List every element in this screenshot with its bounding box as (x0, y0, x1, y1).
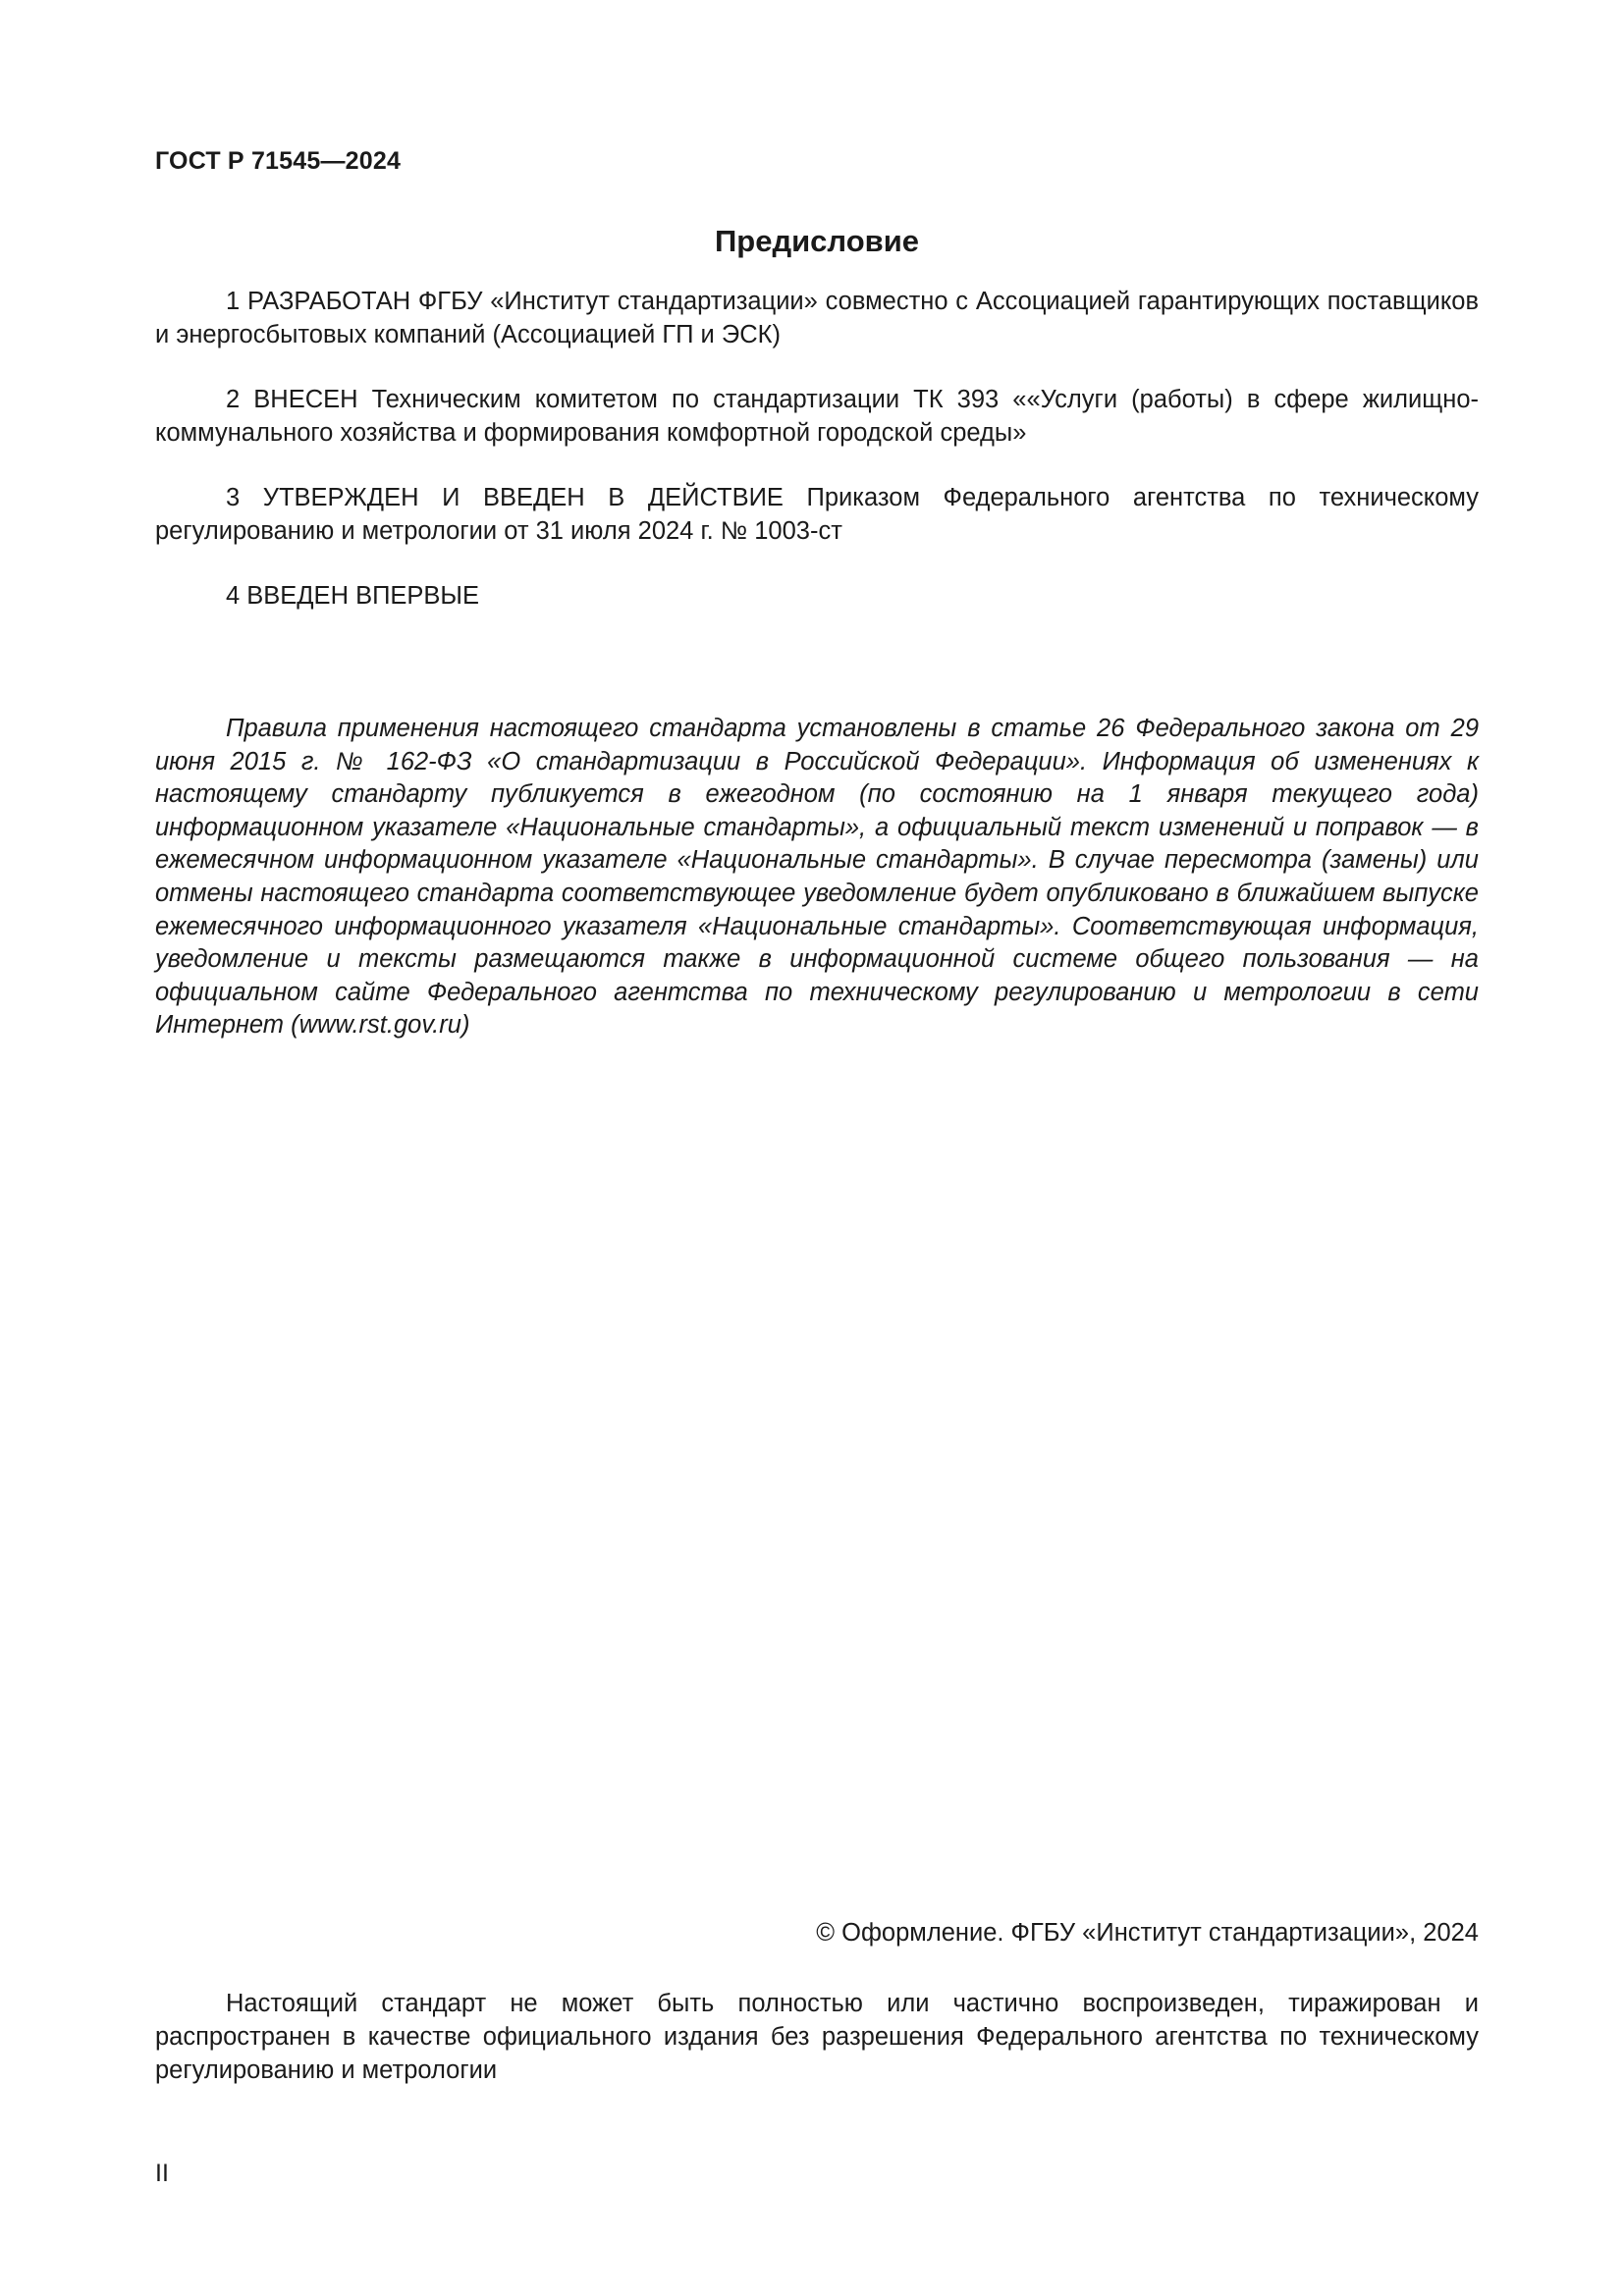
foreword-item-first-introduced: 4 ВВЕДЕН ВПЕРВЫЕ (226, 582, 480, 610)
document-code: ГОСТ Р 71545—2024 (155, 147, 402, 175)
foreword-item-approved: 3 УТВЕРЖДЕН И ВВЕДЕН В ДЕЙСТВИЕ Приказом Федерального агентства по техническому регулированию и метрологии от 31 июля 2024 г. № 1003-ст (155, 484, 1479, 545)
foreword-item-developed: 1 РАЗРАБОТАН ФГБУ «Институт стандартизации» совместно с Ассоциацией гарантирующих поставщиков и энергосбытовых компаний (Ассоциацией ГП и ЭСК) (155, 288, 1479, 348)
application-rules-notice: Правила применения настоящего стандарта установлены в статье 26 Федерального закона от 29 июня 2015 г. № 162-ФЗ «О стандартизации в Российской Федерации». Информация об изменениях к настоящему стандарту публикуется в ежегодном (по состоянию на 1 января текущего года) информационном указателе «Национальные стандарты», а официальный текст изменений и поправок — в ежемесячном информационном указателе «Национальные стандарты». В случае пересмотра (замены) или отмены настоящего стандарта соответствующее уведомление будет опубликовано в ближайшем выпуске ежемесячного информационного указателя «Национальные стандарты». Соответствующая информация, уведомление и тексты размещаются также в информационной системе общего пользования — на официальном сайте Федерального агентства по техническому регулированию и метрологии в сети Интернет (www.rst.gov.ru) (155, 715, 1479, 1040)
copyright-line: © Оформление. ФГБУ «Институт стандартизации», 2024 (816, 1919, 1479, 1947)
foreword-title: Предисловие (714, 224, 919, 258)
reproduction-restriction: Настоящий стандарт не может быть полностью или частично воспроизведен, тиражирован и распространен в качестве официального издания без разрешения Федерального агентства по техническому регулированию и метрологии (155, 1990, 1479, 2084)
foreword-item-introduced: 2 ВНЕСЕН Техническим комитетом по стандартизации ТК 393 ««Услуги (работы) в сфере жилищно-коммунального хозяйства и формирования комфортной городской среды» (155, 386, 1479, 447)
page-number: II (155, 2160, 169, 2187)
